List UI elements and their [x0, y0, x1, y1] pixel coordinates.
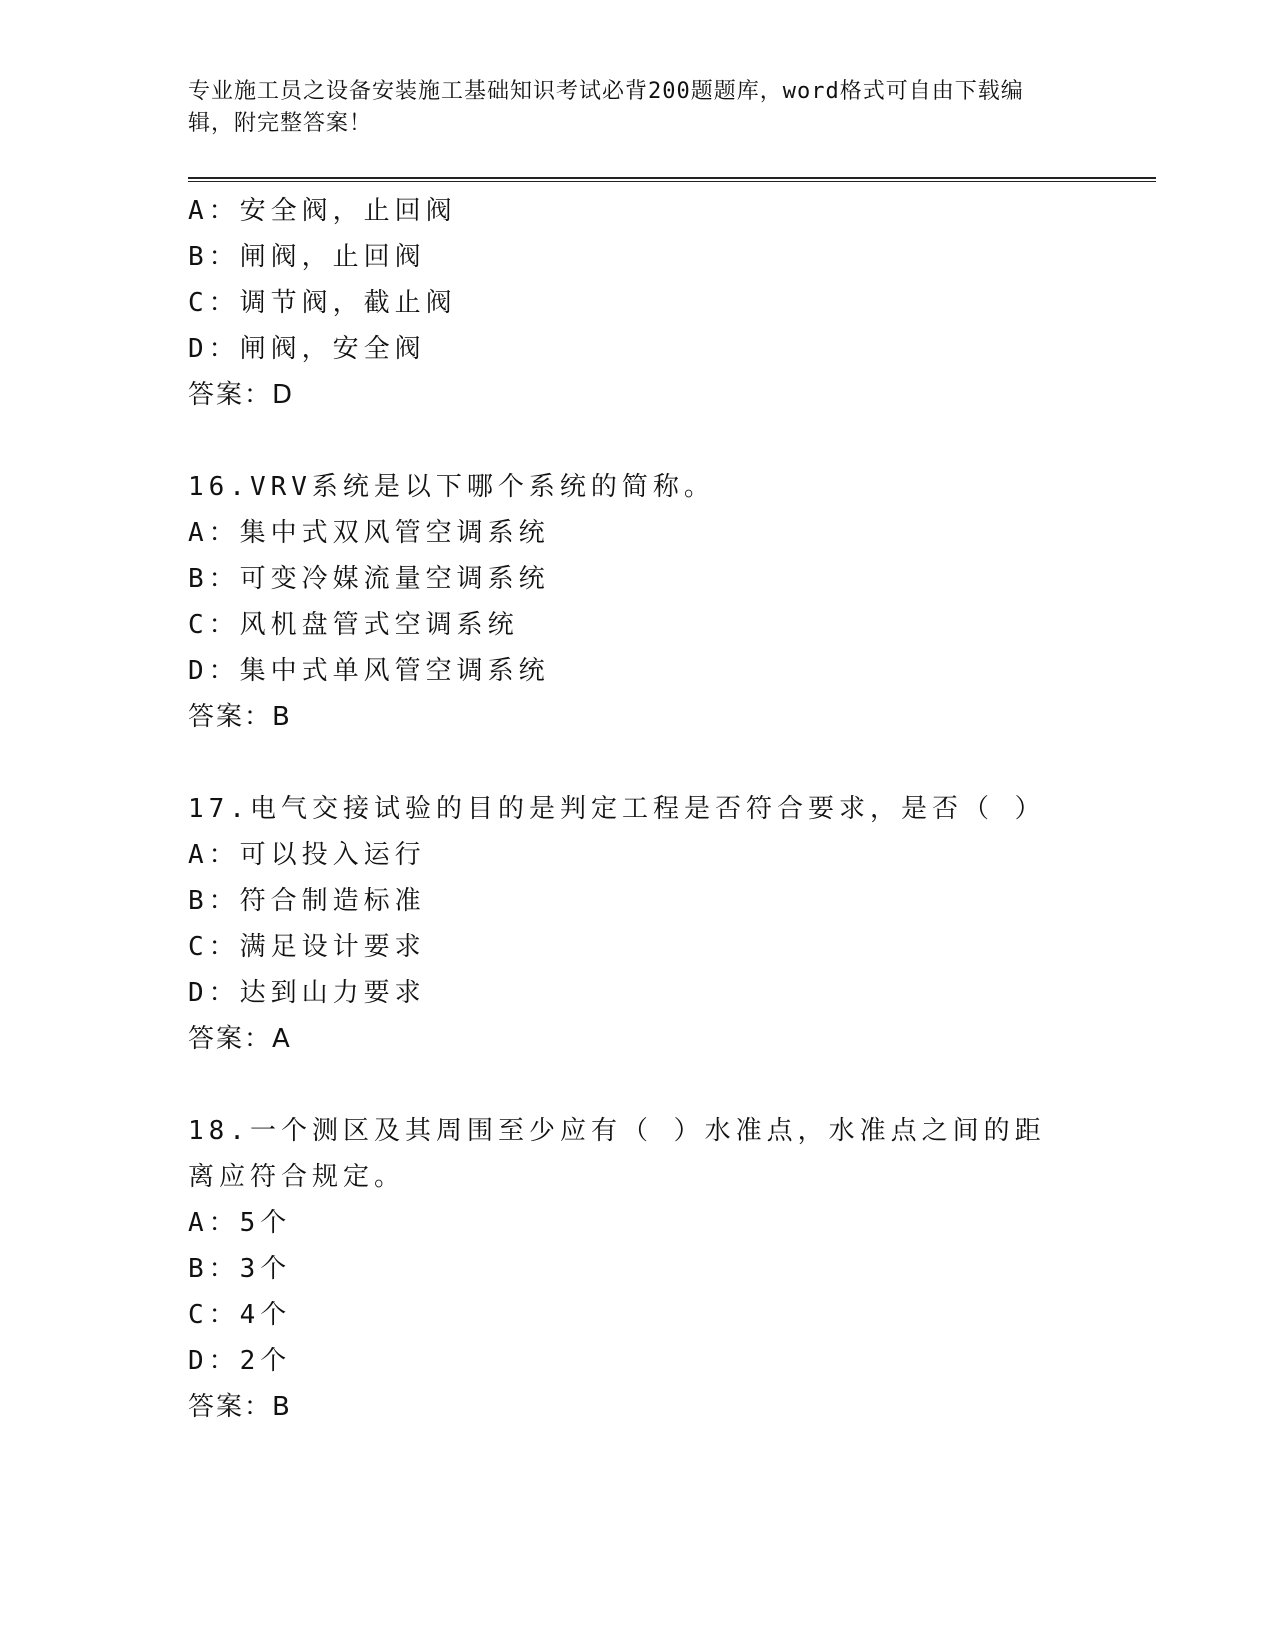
question-block — [188, 786, 1068, 1062]
question-list — [188, 188, 1068, 1430]
answer: 答案：B — [188, 1392, 292, 1422]
option-a: A：可以投入运行 — [188, 840, 426, 870]
option-b: B：3个 — [188, 1254, 292, 1284]
option-a: A：集中式双风管空调系统 — [188, 518, 550, 548]
option-c: C：风机盘管式空调系统 — [188, 610, 519, 640]
option-a: A：5个 — [188, 1208, 292, 1238]
answer: 答案：A — [188, 1024, 292, 1054]
answer: 答案：D — [188, 380, 295, 410]
option-c: C：满足设计要求 — [188, 932, 426, 962]
page-header-title: 专业施工员之设备安装施工基础知识考试必背200题题库，word格式可自由下载编辑，附完整答案！ — [188, 79, 1024, 136]
header-divider — [188, 177, 1156, 182]
answer: 答案：B — [188, 702, 292, 732]
question-stem: 18.一个测区及其周围至少应有（ ）水准点，水准点之间的距离应符合规定。 — [188, 1116, 1046, 1192]
option-c: C：4个 — [188, 1300, 292, 1330]
option-a: A：安全阀，止回阀 — [188, 196, 457, 226]
option-d: D：集中式单风管空调系统 — [188, 656, 550, 686]
option-b: B：符合制造标准 — [188, 886, 426, 916]
question-stem: 16.VRV系统是以下哪个系统的简称。 — [188, 472, 715, 502]
option-d: D：闸阀，安全阀 — [188, 334, 426, 364]
question-block — [188, 188, 1068, 418]
question-block — [188, 464, 1068, 740]
option-d: D：2个 — [188, 1346, 292, 1376]
question-block — [188, 1108, 1068, 1430]
option-b: B：闸阀，止回阀 — [188, 242, 426, 272]
option-b: B：可变冷媒流量空调系统 — [188, 564, 550, 594]
option-c: C：调节阀，截止阀 — [188, 288, 457, 318]
question-stem: 17.电气交接试验的目的是判定工程是否符合要求，是否（ ） — [188, 794, 1046, 824]
option-d: D：达到山力要求 — [188, 978, 426, 1008]
